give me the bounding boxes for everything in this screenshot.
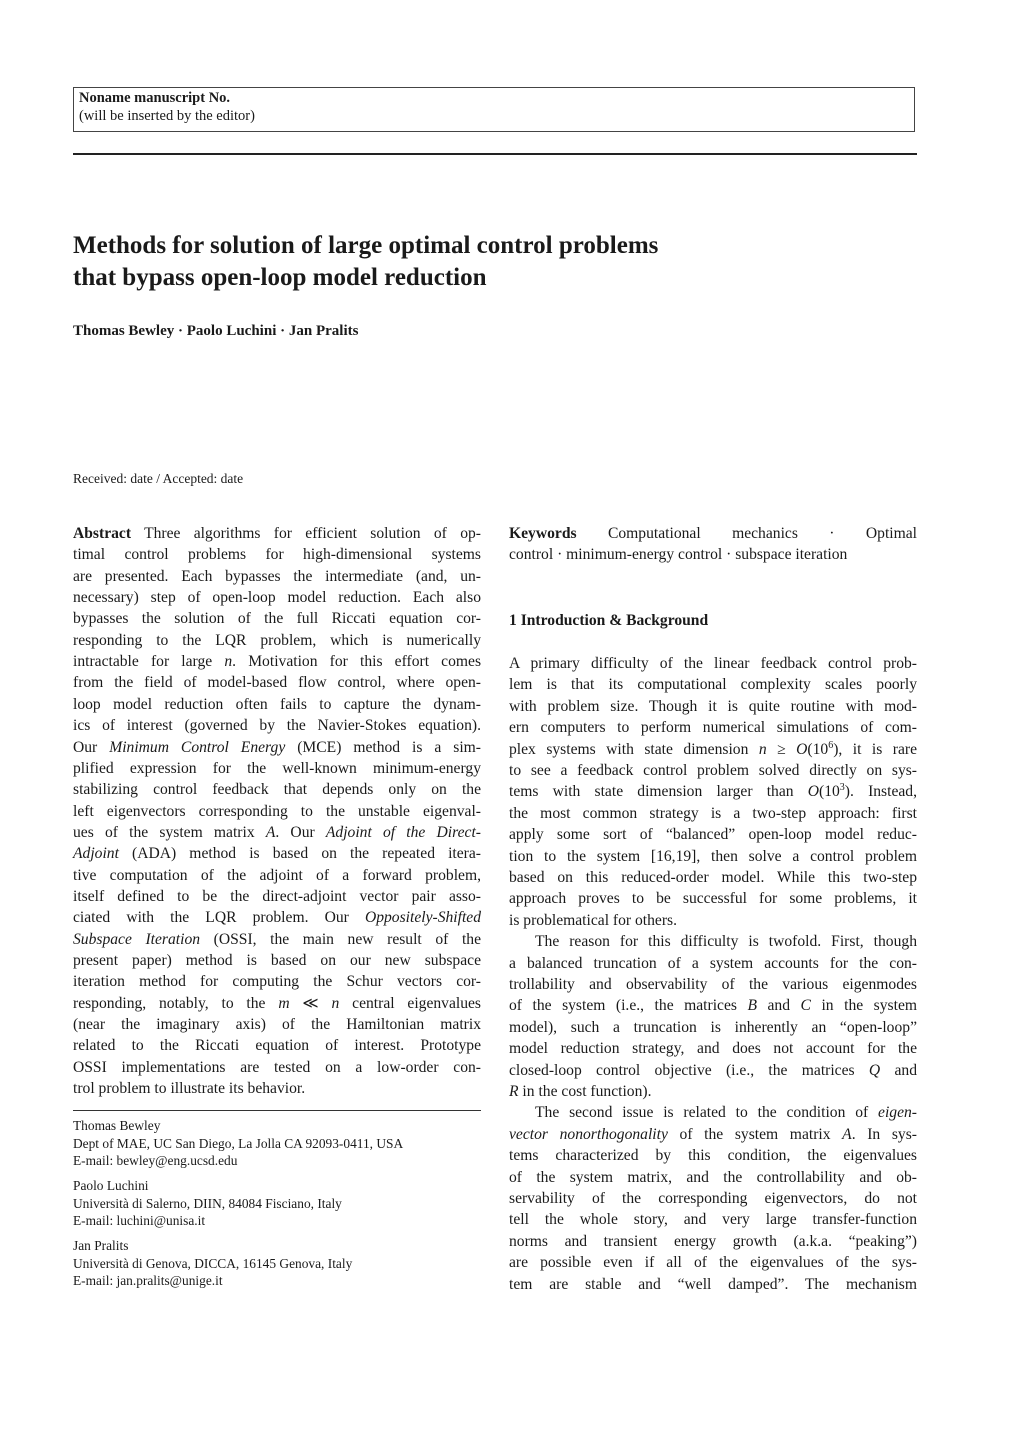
text-run: are presented. Each bypasses the intermediate (and, un- <box>73 567 481 585</box>
abstract-line <box>73 759 481 779</box>
text-run: vector nonorthogonality <box>509 1125 668 1143</box>
text-run: loop model reduction often fails to capture the dynam- <box>73 695 481 713</box>
section-heading: 1 Introduction & Background <box>509 612 709 629</box>
intro-line <box>509 654 917 674</box>
abstract-line <box>73 866 481 886</box>
text-run: ), it is rare <box>833 740 917 758</box>
intro-line <box>509 804 917 824</box>
text-run: tems with state dimension larger than <box>509 783 808 801</box>
text-run: in the system <box>810 997 917 1015</box>
abstract-line <box>73 780 481 800</box>
intro-line <box>509 697 917 717</box>
text-run: 3 <box>839 782 845 794</box>
intro-line <box>509 1039 917 1059</box>
affiliation-address: Università di Genova, DICCA, 16145 Genova, Italy <box>73 1255 353 1271</box>
text-run: timal control problems for high-dimensional systems <box>73 546 481 564</box>
author-list: Thomas Bewley · Paolo Luchini · Jan Pralits <box>73 323 359 339</box>
intro-line <box>509 932 917 952</box>
affiliation-email: E-mail: luchini@unisa.it <box>73 1213 206 1229</box>
text-run: servability of the corresponding eigenvectors, do not <box>509 1190 917 1207</box>
intro-line <box>509 718 917 738</box>
abstract-line <box>73 588 481 608</box>
abstract-line <box>73 673 481 693</box>
abstract-line <box>73 652 481 672</box>
text-run: Our <box>73 738 110 756</box>
text-run: . In sys- <box>851 1125 917 1143</box>
text-run: Computational mechanics · Optimal <box>576 525 917 542</box>
abstract-line <box>73 844 481 864</box>
text-run: (OSSI, the main new result of the <box>200 930 481 948</box>
text-run: to see a feedback control problem solved directly on sys- <box>509 762 917 779</box>
text-run: responding to the LQR problem, which is numerically <box>73 631 481 649</box>
affiliation-author: Jan Pralits <box>73 1238 129 1253</box>
affiliation-address: Università di Salerno, DIIN, 84084 Fisciano, Italy <box>73 1195 342 1211</box>
intro-line <box>509 996 917 1016</box>
text-run: OSSI implementations are tested on a low-order con- <box>73 1058 481 1076</box>
text-run: tem are stable and “well damped”. The mechanism <box>509 1275 917 1293</box>
text-run: m <box>278 994 290 1012</box>
intro-line <box>509 1232 917 1252</box>
intro-line <box>509 1210 917 1230</box>
text-run: tion to the system [16,19], then solve a control problem <box>509 847 917 865</box>
text-run: iteration method for computing the Schur vectors cor- <box>73 973 481 991</box>
text-run: trol problem to illustrate its behavior. <box>73 1080 306 1098</box>
text-run: ciated with the LQR problem. Our <box>73 909 365 927</box>
affiliation-author: Thomas Bewley <box>73 1118 161 1133</box>
abstract-line <box>73 1036 481 1056</box>
text-run: The second issue is related to the condition of <box>535 1104 879 1122</box>
header-rule <box>73 153 917 155</box>
text-run: n <box>331 994 340 1012</box>
text-run: tems characterized by this condition, the eigenvalues <box>509 1147 917 1165</box>
abstract-line <box>73 1015 481 1035</box>
paper-title-line-2: that bypass open-loop model reduction <box>73 264 487 291</box>
text-run: stabilizing control feedback that depends only on the <box>73 781 481 799</box>
text-run: C <box>800 997 811 1015</box>
intro-line <box>509 847 917 867</box>
text-run: Subspace Iteration <box>73 930 201 948</box>
abstract-line <box>73 716 481 736</box>
text-run: Minimum Control Energy <box>109 738 286 756</box>
text-run: lem is that its computational complexity scales poorly <box>509 676 917 694</box>
text-run: Adjoint of the Direct- <box>325 823 481 841</box>
intro-line <box>509 868 917 888</box>
text-run: left eigenvectors corresponding to the unstable eigenval- <box>73 802 481 820</box>
text-run: (near the imaginary axis) of the Hamiltonian matrix <box>73 1016 481 1034</box>
abstract-line <box>73 930 481 950</box>
affiliation-email: E-mail: jan.pralits@unige.it <box>73 1273 223 1289</box>
text-run: 6 <box>828 739 834 751</box>
text-run: (ADA) method is based on the repeated itera- <box>118 845 481 863</box>
text-run: A <box>265 823 276 841</box>
abstract-line <box>73 631 481 651</box>
text-run: intractable for large <box>73 653 225 671</box>
intro-line <box>509 1146 917 1166</box>
text-run: responding, notably, to the <box>73 994 279 1012</box>
text-run: apply some sort of “balanced” open-loop model reduc- <box>509 826 917 844</box>
text-run: bypasses the solution of the full Riccati equation cor- <box>73 610 481 628</box>
text-run: of the system (i.e., the matrices <box>509 997 748 1015</box>
text-run: related to the Riccati equation of interest. Prototype <box>73 1037 481 1055</box>
text-run: (MCE) method is a sim- <box>285 738 481 756</box>
text-run: O <box>807 783 819 801</box>
text-run: plex systems with state dimension <box>509 740 759 758</box>
keywords-line <box>509 545 917 565</box>
received-date: Received: date / Accepted: date <box>73 471 244 486</box>
text-run: model reduction strategy, and does not account for the <box>509 1040 917 1058</box>
text-run: Adjoint <box>73 845 119 863</box>
text-run: closed-loop control objective (i.e., the matrices <box>509 1061 869 1079</box>
text-run: present paper) method is based on our new subspace <box>73 952 481 969</box>
intro-line <box>509 1253 917 1273</box>
text-run: tell the whole story, and very large transfer-function <box>509 1211 917 1229</box>
text-run: tive computation of the adjoint of a forward problem, <box>73 866 481 884</box>
text-run: . Our <box>275 823 326 841</box>
text-run: eigen- <box>878 1104 917 1122</box>
text-run: . Motivation for this effort comes <box>232 653 482 671</box>
intro-line <box>509 1125 917 1145</box>
text-run: model), such a truncation is inherently an “open-loop” <box>509 1018 917 1036</box>
text-run: ern computers to perform numerical simulations of com- <box>509 719 917 737</box>
manuscript-number: Noname manuscript No. <box>79 90 231 106</box>
intro-line <box>509 911 917 931</box>
text-run: ≥ <box>766 740 797 758</box>
text-run: a balanced truncation of a system accounts for the con- <box>509 954 917 972</box>
intro-line <box>509 1275 917 1295</box>
intro-line <box>509 889 917 909</box>
abstract-line <box>73 951 481 971</box>
text-run: from the field of model-based flow control, where open- <box>73 674 481 692</box>
affiliation-author: Paolo Luchini <box>73 1178 149 1193</box>
text-run: control · minimum-energy control · subspace iteration <box>509 546 848 564</box>
text-run: approach proves to be successful for some problems, it <box>509 890 917 908</box>
text-run: ues of the system matrix <box>73 823 266 841</box>
abstract-line <box>73 695 481 715</box>
abstract-line <box>73 567 481 587</box>
text-run: are possible even if all of the eigenvalues of the sys- <box>509 1254 917 1272</box>
abstract-line <box>73 972 481 992</box>
text-run: A <box>842 1125 852 1143</box>
text-run: Abstract <box>73 525 132 542</box>
abstract-line <box>73 823 481 843</box>
text-run: n <box>758 740 767 758</box>
footnote-rule <box>73 1110 481 1111</box>
abstract-line <box>73 524 481 544</box>
abstract-line <box>73 802 481 822</box>
text-run: plified expression for the well-known minimum-energy <box>73 759 481 777</box>
text-run: the most common strategy is a two-step approach: first <box>509 804 917 822</box>
text-run: is problematical for others. <box>509 911 678 929</box>
abstract-line <box>73 1079 481 1099</box>
editor-note: (will be inserted by the editor) <box>79 108 255 124</box>
text-run: necessary) step of open-loop model reduction. Each also <box>73 589 481 607</box>
text-run: A primary difficulty of the linear feedback control prob- <box>509 655 917 672</box>
text-run: in the cost function). <box>518 1083 652 1100</box>
text-run: central eigenvalues <box>339 994 482 1012</box>
text-run: and <box>757 997 801 1015</box>
abstract-line <box>73 887 481 907</box>
intro-line <box>509 761 917 781</box>
intro-line <box>509 1018 917 1038</box>
abstract-line <box>73 738 481 758</box>
intro-line <box>509 1061 917 1081</box>
text-run: Oppositely-Shifted <box>364 909 481 927</box>
text-run: Keywords <box>509 525 577 542</box>
text-run: itself defined to be the direct-adjoint vector pair asso- <box>73 887 481 905</box>
text-run: of the system matrix <box>667 1125 843 1143</box>
text-run: trollability and observability of the various eigenmodes <box>509 976 917 993</box>
keywords-line <box>509 524 917 544</box>
text-run: O <box>796 740 808 758</box>
affiliation-address: Dept of MAE, UC San Diego, La Jolla CA 92093-0411, USA <box>73 1135 404 1151</box>
text-run: R <box>509 1083 519 1100</box>
paper-title-line-1: Methods for solution of large optimal control problems <box>73 232 659 259</box>
abstract-line <box>73 908 481 928</box>
text-run: n <box>224 653 233 671</box>
text-run: (10 <box>807 740 829 758</box>
text-run: norms and transient energy growth (a.k.a. “peaking”) <box>509 1232 917 1250</box>
abstract-line <box>73 545 481 565</box>
intro-line <box>509 1168 917 1188</box>
text-run: and <box>880 1061 917 1079</box>
intro-line <box>509 675 917 695</box>
text-run: ics of interest (governed by the Navier-Stokes equation). <box>73 717 481 735</box>
text-run: ). Instead, <box>844 783 917 801</box>
text-run: with problem size. Though it is quite routine with mod- <box>509 697 917 715</box>
text-run: B <box>747 997 757 1015</box>
intro-line <box>509 975 917 995</box>
abstract-line <box>73 994 481 1014</box>
intro-line <box>509 825 917 845</box>
text-run: of the system matrix, and the controllability and ob- <box>509 1168 917 1186</box>
intro-line <box>509 1103 917 1123</box>
text-run: Three algorithms for efficient solution of op- <box>131 525 481 542</box>
text-run: The reason for this difficulty is twofold. First, though <box>535 933 917 951</box>
intro-line <box>509 1082 917 1102</box>
intro-line <box>509 782 917 802</box>
text-run: based on this reduced-order model. While this two-step <box>509 869 917 886</box>
affiliation-email: E-mail: bewley@eng.ucsd.edu <box>73 1153 238 1169</box>
text-run: (10 <box>819 783 840 801</box>
abstract-line <box>73 609 481 629</box>
intro-line <box>509 740 917 760</box>
intro-line <box>509 1189 917 1209</box>
text-run: ≪ <box>289 994 332 1012</box>
intro-line <box>509 954 917 974</box>
text-run: Q <box>868 1061 881 1079</box>
abstract-line <box>73 1058 481 1078</box>
